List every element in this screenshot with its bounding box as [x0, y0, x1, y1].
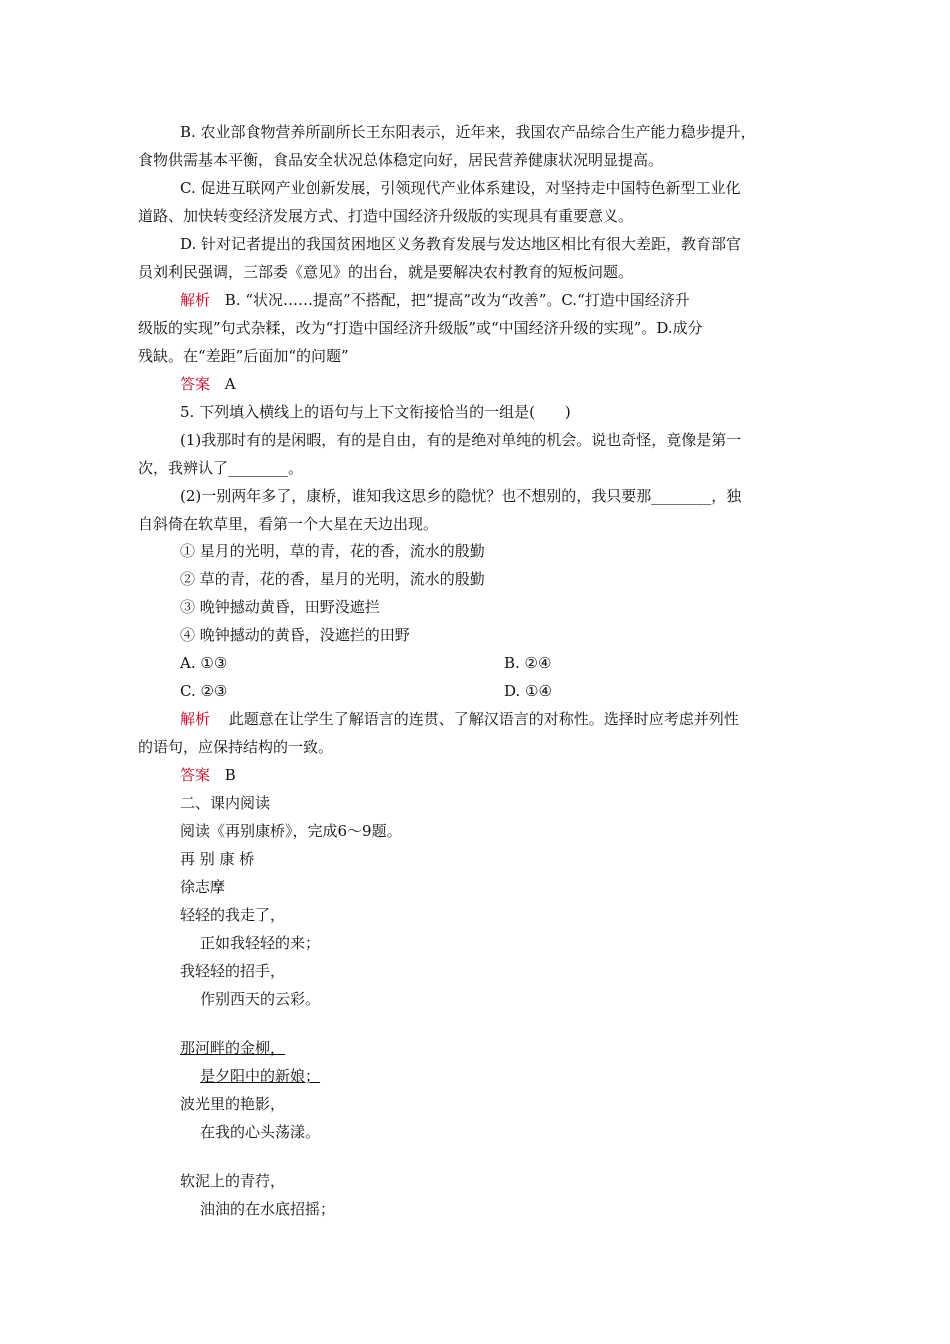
- q4-option-b-line1: B. 农业部食物营养所副所长王东阳表示，近年来，我国农产品综合生产能力稳步提升，: [180, 123, 756, 141]
- poem-line: 作别西天的云彩。: [200, 990, 321, 1008]
- q4-option-b-line2: 食物供需基本平衡，食品安全状况总体稳定向好，居民营养健康状况明显提高。: [138, 151, 664, 169]
- q5-answer-value: B: [224, 766, 236, 784]
- q4-option-d-line2: 员刘利民强调，三部委《意见》的出台，就是要解决农村教育的短板问题。: [138, 263, 634, 281]
- poem-line: 我轻轻的招手，: [180, 962, 286, 980]
- poem-line: 软泥上的青荇，: [180, 1172, 286, 1190]
- q4-answer-value: A: [224, 375, 236, 393]
- poem-title: 再 别 康 桥: [180, 850, 255, 868]
- q5-sentence2-line2: 自斜倚在软草里，看第一个大星在天边出现。: [138, 515, 439, 533]
- q5-analysis-line2: 的语句，应保持结构的一致。: [138, 738, 334, 756]
- q5-item-2: ② 草的青，花的香，星月的光明，流水的殷勤: [180, 570, 485, 588]
- poem-line-underlined: 是夕阳中的新娘；: [200, 1067, 321, 1085]
- poem-line-underlined: 那河畔的金柳，: [180, 1039, 286, 1057]
- q4-answer-label: 答案: [180, 375, 211, 393]
- q4-option-c-line2: 道路、加快转变经济发展方式、打造中国经济升级版的实现具有重要意义。: [138, 207, 634, 225]
- q5-sentence1-line1: (1)我那时有的是闲暇，有的是自由，有的是绝对单纯的机会。说也奇怪，竟像是第一: [180, 431, 742, 449]
- q4-option-c-line1: C. 促进互联网产业创新发展，引领现代产业体系建设，对坚持走中国特色新型工业化: [180, 179, 741, 197]
- q5-answer-label: 答案: [180, 766, 211, 784]
- poem-line: 正如我轻轻的来；: [200, 934, 321, 952]
- poem-line: 波光里的艳影，: [180, 1095, 286, 1113]
- q5-item-3: ③ 晚钟撼动黄昏，田野没遮拦: [180, 598, 380, 616]
- q5-sentence1-line2: 次，我辨认了________。: [138, 459, 304, 477]
- q5-item-4: ④ 晚钟撼动的黄昏，没遮拦的田野: [180, 626, 410, 644]
- q5-stem: 5. 下列填入横线上的语句与上下文衔接恰当的一组是( ): [180, 403, 571, 421]
- poem-line: 油油的在水底招摇；: [200, 1200, 336, 1218]
- q5-option-d: D. ①④: [504, 682, 552, 700]
- q5-answer: [180, 765, 236, 785]
- q5-option-c: C. ②③: [180, 682, 228, 700]
- q4-analysis-text: B. “状况……提高”不搭配，把“提高”改为“改善”。C.“打造中国经济升: [224, 291, 690, 309]
- q4-analysis-line3: 残缺。在“差距”后面加“的问题”: [138, 347, 349, 365]
- q4-analysis-label: 解析: [180, 291, 211, 309]
- q5-option-b: B. ②④: [504, 654, 552, 672]
- q5-analysis-line1: [180, 709, 739, 729]
- poem-line: 轻轻的我走了，: [180, 906, 286, 924]
- q5-analysis-text: 此题意在让学生了解语言的连贯、了解汉语言的对称性。选择时应考虑并列性: [228, 710, 739, 728]
- poem-line: 在我的心头荡漾。: [200, 1123, 321, 1141]
- poem-author: 徐志摩: [180, 878, 226, 896]
- section-heading: 二、课内阅读: [180, 794, 271, 812]
- q4-analysis-line2: 级版的实现”句式杂糅，改为“打造中国经济升级版”或“中国经济升级的实现”。D.成分: [138, 319, 703, 337]
- q5-sentence2-line1: (2)一别两年多了，康桥，谁知我这思乡的隐忧？也不想别的，我只要那________，独: [180, 487, 742, 505]
- q5-option-a: A. ①③: [180, 654, 228, 672]
- q4-option-d-line1: D. 针对记者提出的我国贫困地区义务教育发展与发达地区相比有很大差距，教育部官: [180, 235, 742, 253]
- q5-item-1: ① 星月的光明，草的青，花的香，流水的殷勤: [180, 542, 485, 560]
- reading-instruction: 阅读《再别康桥》，完成6～9题。: [180, 822, 402, 840]
- q4-answer: [180, 374, 236, 394]
- q5-analysis-label: 解析: [180, 710, 211, 728]
- q4-analysis-line1: [180, 290, 690, 310]
